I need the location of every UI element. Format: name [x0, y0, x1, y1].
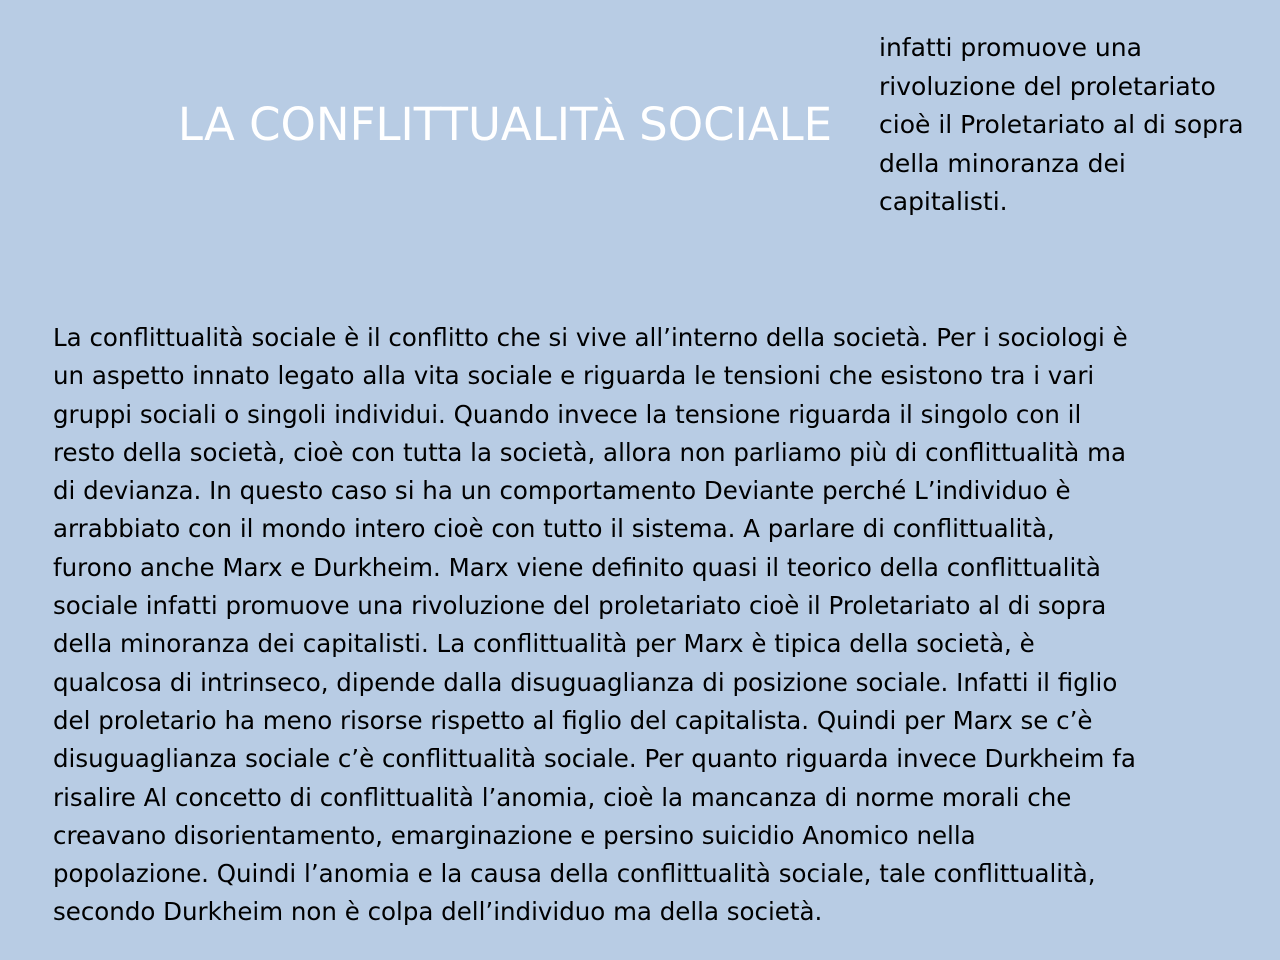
side-note-line: rivoluzione del proletariato: [879, 71, 1216, 101]
body-line: La conflittualità sociale è il conflitto che si vive all’interno della società. Per i sociologi è: [53, 323, 1128, 352]
slide-title: LA CONFLITTUALITÀ SOCIALE: [177, 98, 833, 151]
body-line: qualcosa di intrinseco, dipende dalla disuguaglianza di posizione sociale. Infatti il figlio: [53, 667, 1118, 697]
body-line: del proletario ha meno risorse rispetto al figlio del capitalista. Quindi per Marx se c’è: [53, 705, 1093, 735]
side-note-line: della minoranza dei: [879, 148, 1126, 178]
body-line: secondo Durkheim non è colpa dell’individuo ma della società.: [53, 897, 823, 927]
body-line: popolazione. Quindi l’anomia e la causa della conflittualità sociale, tale conflittualità,: [53, 859, 1096, 889]
body-line: di devianza. In questo caso si ha un comportamento Deviante perché L’individuo è: [53, 476, 1071, 506]
body-line: disuguaglianza sociale c’è conflittualità sociale. Per quanto riguarda invece Durkheim fa: [53, 744, 1136, 774]
body-line: furono anche Marx e Durkheim. Marx viene definito quasi il teorico della conflittualità: [53, 552, 1101, 582]
body-paragraph: [53, 319, 1233, 932]
body-line: arrabbiato con il mondo intero cioè con tutto il sistema. A parlare di conflittualità,: [53, 514, 1055, 544]
body-line: resto della società, cioè con tutta la società, allora non parliamo più di conflittualità ma: [53, 437, 1126, 467]
body-line: risalire Al concetto di conflittualità l’anomia, cioè la mancanza di norme morali che: [53, 782, 1072, 812]
body-line: sociale infatti promuove una rivoluzione del proletariato cioè il Proletariato al di sopra: [53, 591, 1107, 621]
body-line: creavano disorientamento, emarginazione e persino suicidio Anomico nella: [53, 820, 976, 850]
side-note-text: [879, 29, 1274, 222]
body-line: un aspetto innato legato alla vita sociale e riguarda le tensioni che esistono tra i vari: [53, 361, 1095, 391]
body-line: gruppi sociali o singoli individui. Quando invece la tensione riguarda il singolo con il: [53, 399, 1082, 429]
side-note-line: infatti promuove una: [879, 33, 1142, 62]
body-line: della minoranza dei capitalisti. La conflittualità per Marx è tipica della società, è: [53, 629, 1035, 659]
side-note-line: capitalisti.: [879, 187, 1008, 216]
side-note-line: cioè il Proletariato al di sopra: [879, 110, 1244, 139]
